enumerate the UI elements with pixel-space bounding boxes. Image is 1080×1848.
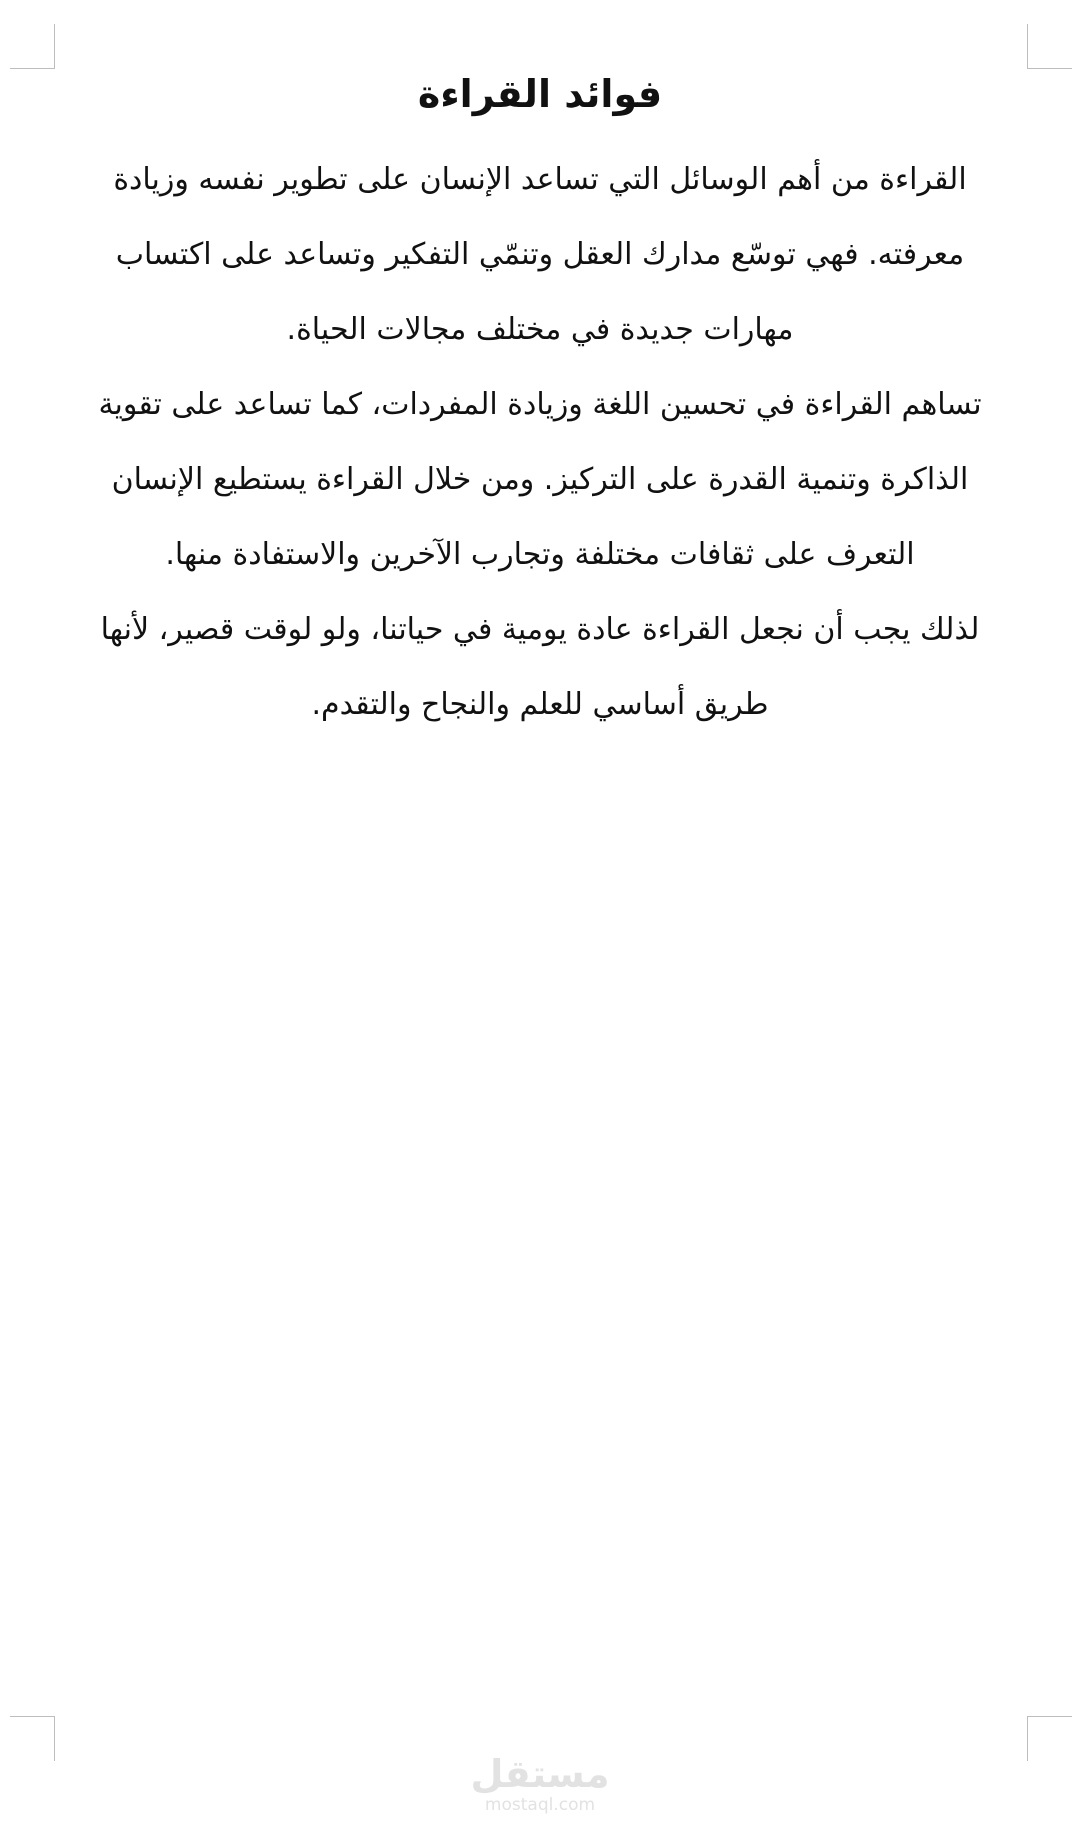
crop-mark-top-left (10, 24, 55, 69)
text-line: التعرف على ثقافات مختلفة وتجارب الآخرين والاستفادة منها. (165, 537, 915, 572)
watermark-arabic: مستقل (470, 1752, 610, 1796)
text-line: القراءة من أهم الوسائل التي تساعد الإنسان على تطوير نفسه وزيادة (113, 162, 967, 197)
watermark-logo (0, 1752, 1080, 1816)
watermark-latin: mostaql.com (484, 1795, 596, 1815)
text-line: الذاكرة وتنمية القدرة على التركيز. ومن خلال القراءة يستطيع الإنسان (111, 462, 969, 497)
text-line: لذلك يجب أن نجعل القراءة عادة يومية في حياتنا، ولو لوقت قصير، لأنها (100, 612, 980, 647)
crop-mark-top-right (1027, 24, 1072, 69)
body-text (64, 142, 1016, 742)
text-line: مهارات جديدة في مختلف مجالات الحياة. (286, 312, 794, 347)
page-title: فوائد القراءة (417, 72, 663, 116)
text-line: طريق أساسي للعلم والنجاح والتقدم. (311, 687, 769, 722)
text-line: تساهم القراءة في تحسين اللغة وزيادة المفردات، كما تساعد على تقوية (98, 387, 982, 422)
text-line: معرفته. فهي توسّع مدارك العقل وتنمّي التفكير وتساعد على اكتساب (115, 237, 965, 272)
